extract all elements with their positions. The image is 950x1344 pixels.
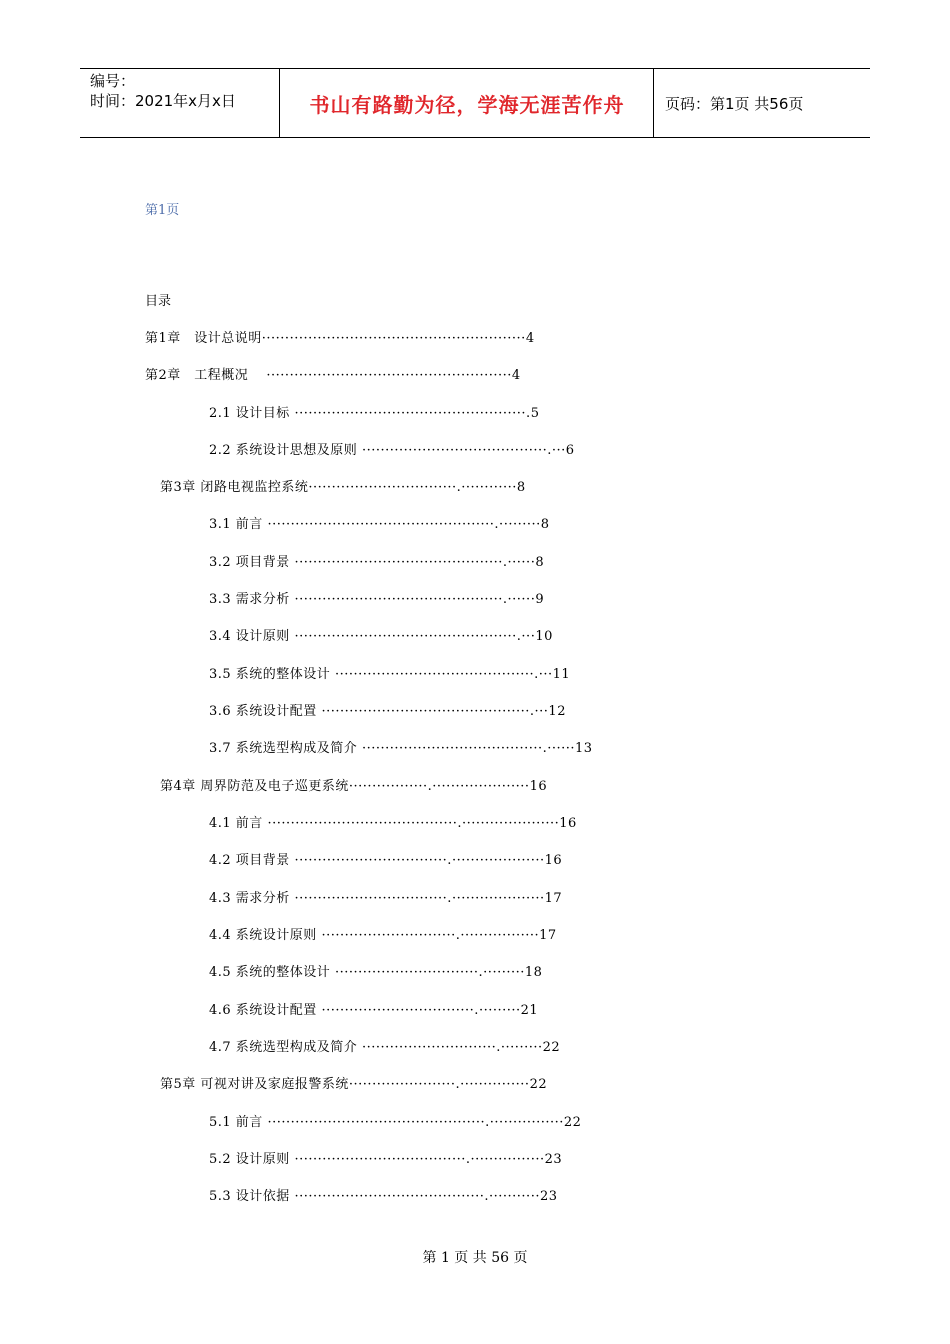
toc-entry[interactable]: 3.4 设计原则 ················································.···10 — [209, 629, 553, 644]
toc-entry[interactable]: 4.6 系统设计配置 ·································.·········21 — [209, 1003, 539, 1018]
motto: 书山有路勤为径，学海无涯苦作舟 — [309, 92, 625, 117]
toc-entry[interactable]: 5.3 设计依据 ·········································.···········23 — [209, 1189, 558, 1204]
toc-entry[interactable]: 4.2 项目背景 ·································.····················16 — [209, 853, 563, 868]
toc-entry[interactable]: 4.5 系统的整体设计 ·······························.·········18 — [209, 965, 543, 980]
toc-entry[interactable]: 3.6 系统设计配置 ·············································.···12 — [209, 704, 566, 719]
toc-entry[interactable]: 4.1 前言 ·········································.·····················16 — [209, 816, 577, 831]
page-footer: 第 1 页 共 56 页 — [422, 1250, 528, 1266]
page-label: 第1页 — [145, 203, 180, 218]
toc-entry[interactable]: 第3章 闭路电视监控系统································.············8 — [160, 480, 526, 495]
page-code: 页码：第1页 共56页 — [665, 94, 804, 113]
toc-entry[interactable]: 3.7 系统选型构成及简介 ·······································.······13 — [209, 741, 593, 756]
toc-entry[interactable]: 3.3 需求分析 ·············································.······9 — [209, 592, 545, 607]
toc-entry[interactable]: 第1章 设计总说明·························································4 — [145, 331, 535, 346]
time-label: 时间：2021年x月x日 — [90, 92, 236, 110]
toc-title: 目录 — [145, 294, 172, 309]
toc-entry[interactable]: 第4章 周界防范及电子巡更系统·················.·····················16 — [160, 779, 548, 794]
toc-entry[interactable]: 4.3 需求分析 ·································.····················17 — [209, 891, 563, 906]
toc-entry[interactable]: 2.1 设计目标 ··················································.5 — [209, 406, 540, 421]
toc-entry[interactable]: 第5章 可视对讲及家庭报警系统·······················.···············22 — [160, 1077, 548, 1092]
header-motto-cell — [281, 69, 654, 137]
toc-entry[interactable]: 4.4 系统设计原则 ·····························.·················17 — [209, 928, 557, 943]
toc-entry[interactable]: 3.1 前言 ·················································.·········8 — [209, 517, 550, 532]
toc-entry[interactable]: 5.2 设计原则 ·····································.················23 — [209, 1152, 563, 1167]
page-header — [80, 68, 870, 138]
toc-entry[interactable]: 第2章 工程概况 ·····················································4 — [145, 368, 521, 383]
toc-entry[interactable]: 2.2 系统设计思想及原则 ········································.···6 — [209, 443, 575, 458]
toc-entry[interactable]: 5.1 前言 ···············································.················22 — [209, 1115, 582, 1130]
toc-entry[interactable]: 3.2 项目背景 ·············································.······8 — [209, 555, 545, 570]
toc-entry[interactable]: 3.5 系统的整体设计 ···········································.···11 — [209, 667, 571, 682]
number-label: 编号： — [90, 72, 136, 90]
toc-entry[interactable]: 4.7 系统选型构成及简介 ·····························.·········22 — [209, 1040, 561, 1055]
header-meta — [80, 69, 280, 137]
